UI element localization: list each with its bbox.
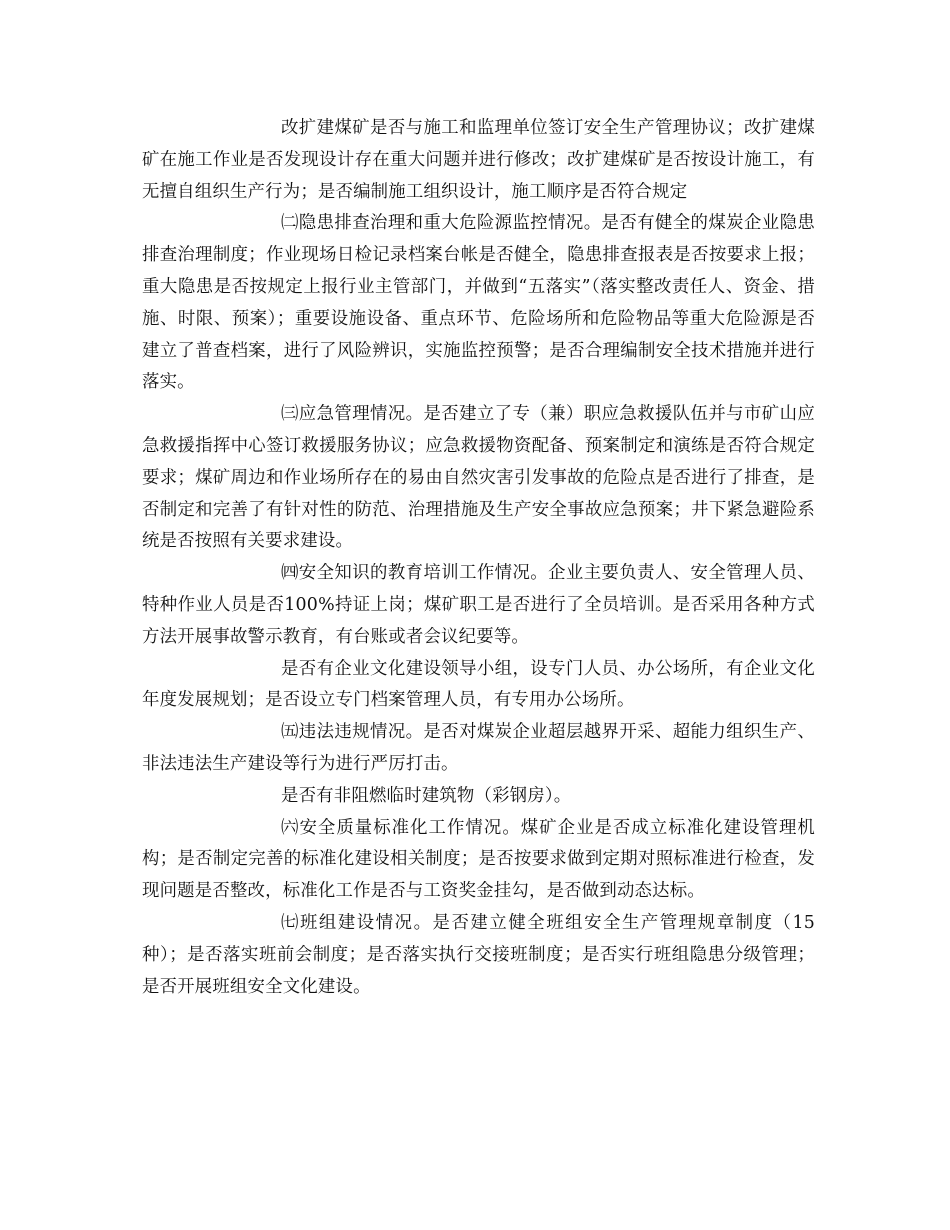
paragraph-violations: ㈤违法违规情况。是否对煤炭企业超层越界开采、超能力组织生产、非法违法生产建设等行为进行严厉打击。 <box>142 722 815 774</box>
paragraph-renovation-projects: 改扩建煤矿是否与施工和监理单位签订安全生产管理协议；改扩建煤矿在施工作业是否发现设计存在重大问题并进行修改；改扩建煤矿是否按设计施工，有无擅自组织生产行为；是否编制施工组织设计，施工顺序是否符合规定 <box>142 118 815 202</box>
paragraph-quality-standardization: ㈥安全质量标准化工作情况。煤矿企业是否成立标准化建设管理机构；是否制定完善的标准化建设相关制度；是否按要求做到定期对照标准进行检查，发现问题是否整改，标准化工作是否与工资奖金挂勾，是否做到动态达标。 <box>142 817 815 902</box>
paragraph-safety-training: ㈣安全知识的教育培训工作情况。企业主要负责人、安全管理人员、特种作业人员是否100%持证上岗；煤矿职工是否进行了全员培训。是否采用各种方式方法开展事故警示教育，有台账或者会议纪要等。 <box>142 563 815 647</box>
document-body <box>142 113 815 1003</box>
paragraph-team-building: ㈦班组建设情况。是否建立健全班组安全生产管理规章制度（15种）；是否落实班前会制度；是否落实执行交接班制度；是否实行班组隐患分级管理；是否开展班组安全文化建设。 <box>142 912 815 997</box>
paragraph-corporate-culture: 是否有企业文化建设领导小组，设专门人员、办公场所，有企业文化年度发展规划；是否设立专门档案管理人员，有专用办公场所。 <box>142 658 815 711</box>
paragraph-hazard-investigation: ㈡隐患排查治理和重大危险源监控情况。是否有健全的煤炭企业隐患排查治理制度；作业现场日检记录档案台帐是否健全，隐患排查报表是否按要求上报；重大隐患是否按规定上报行业主管部门，并做到“五落实”（落实整改责任人、资金、措施、时限、预案）；重要设施设备、重点环节、危险场所和危险物品等重大危险源是否建立了普查档案，进行了风险辨识，实施监控预警；是否合理编制安全技术措施并进行落实。 <box>142 213 815 393</box>
paragraph-emergency-management: ㈢应急管理情况。是否建立了专（兼）职应急救援队伍并与市矿山应急救援指挥中心签订救援服务协议；应急救援物资配备、预案制定和演练是否符合规定要求；煤矿周边和作业场所存在的易由自然灾害引发事故的危险点是否进行了排查，是否制定和完善了有针对性的防范、治理措施及生产安全事故应急预案；井下紧急避险系统是否按照有关要求建设。 <box>142 404 815 552</box>
paragraph-temporary-buildings: 是否有非阻燃临时建筑物（彩钢房）。 <box>281 785 572 806</box>
